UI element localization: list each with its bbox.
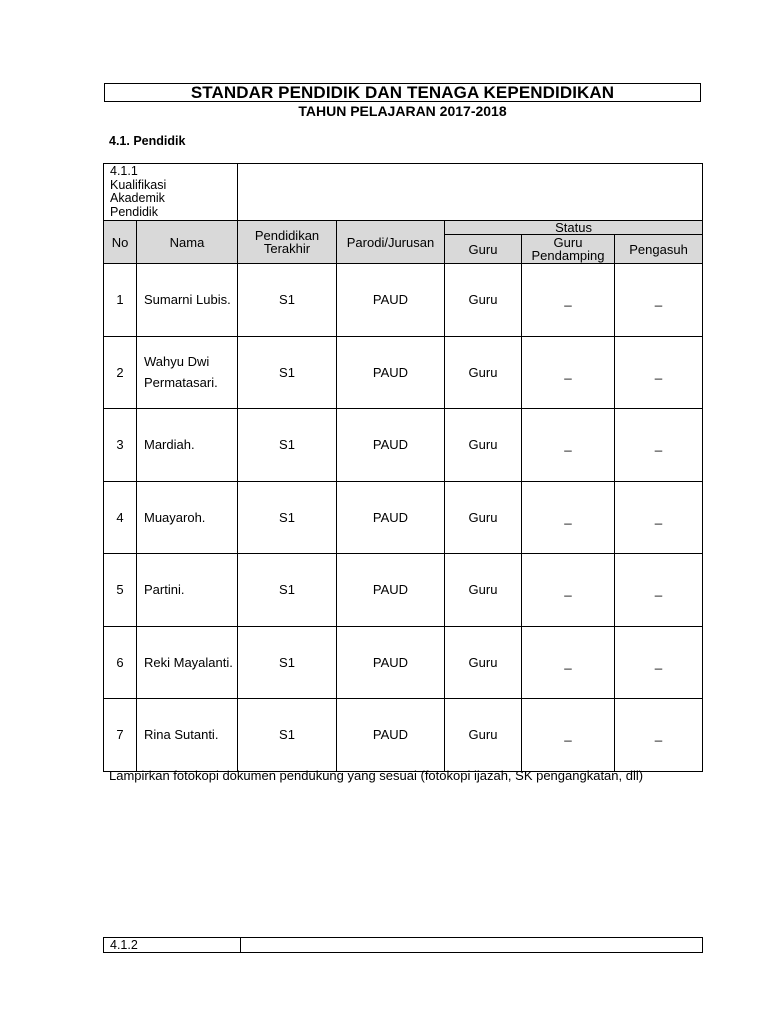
cell-pendidikan: S1 bbox=[238, 409, 337, 482]
cell-no: 6 bbox=[104, 626, 137, 699]
next-section-label: 4.1.2 bbox=[104, 938, 241, 953]
table-row bbox=[104, 264, 703, 337]
cell-pengasuh: _ bbox=[615, 264, 703, 337]
header-guru: Guru bbox=[445, 235, 522, 264]
cell-guru: Guru bbox=[445, 626, 522, 699]
cell-pendidikan: S1 bbox=[238, 336, 337, 409]
next-section-table bbox=[103, 937, 703, 953]
table-row bbox=[104, 554, 703, 627]
header-guru-pendamping bbox=[522, 235, 615, 264]
cell-pengasuh: _ bbox=[615, 699, 703, 772]
attachment-note: Lampirkan fotokopi dokumen pendukung yang sesuai (fotokopi ijazah, SK pengangkatan, dll) bbox=[109, 768, 644, 783]
header-guru-pendamping-line-1: Guru bbox=[553, 235, 583, 250]
cell-guru: Guru bbox=[445, 264, 522, 337]
section-heading: 4.1. Pendidik bbox=[109, 134, 186, 148]
cell-jurusan: PAUD bbox=[337, 626, 445, 699]
next-section-value bbox=[241, 938, 703, 953]
cell-pendidikan: S1 bbox=[238, 699, 337, 772]
cell-pengasuh: _ bbox=[615, 336, 703, 409]
table-row bbox=[104, 699, 703, 772]
kualifikasi-line-1: Kualifikasi bbox=[110, 177, 167, 192]
cell-pengasuh: _ bbox=[615, 481, 703, 554]
header-status: Status bbox=[445, 221, 703, 235]
cell-pendidikan: S1 bbox=[238, 481, 337, 554]
cell-pendidikan: S1 bbox=[238, 264, 337, 337]
cell-no: 1 bbox=[104, 264, 137, 337]
cell-guru-pendamping: _ bbox=[522, 626, 615, 699]
cell-guru: Guru bbox=[445, 336, 522, 409]
cell-nama: Muayaroh. bbox=[137, 481, 238, 554]
cell-guru-pendamping: _ bbox=[522, 409, 615, 482]
cell-jurusan: PAUD bbox=[337, 554, 445, 627]
cell-jurusan: PAUD bbox=[337, 336, 445, 409]
header-no: No bbox=[104, 221, 137, 264]
cell-guru-pendamping: _ bbox=[522, 264, 615, 337]
header-pendidikan-line-2: Terakhir bbox=[263, 241, 311, 256]
cell-no: 3 bbox=[104, 409, 137, 482]
cell-nama: Sumarni Lubis. bbox=[137, 264, 238, 337]
cell-nama: Mardiah. bbox=[137, 409, 238, 482]
document-subtitle: TAHUN PELAJARAN 2017-2018 bbox=[298, 103, 507, 119]
cell-pendidikan: S1 bbox=[238, 554, 337, 627]
cell-guru-pendamping: _ bbox=[522, 336, 615, 409]
table-row bbox=[104, 481, 703, 554]
cell-jurusan: PAUD bbox=[337, 409, 445, 482]
cell-guru-pendamping: _ bbox=[522, 481, 615, 554]
cell-guru: Guru bbox=[445, 699, 522, 772]
cell-nama: Partini. bbox=[137, 554, 238, 627]
cell-nama: Reki Mayalanti. bbox=[137, 626, 238, 699]
cell-jurusan: PAUD bbox=[337, 699, 445, 772]
table-row bbox=[104, 626, 703, 699]
cell-no: 2 bbox=[104, 336, 137, 409]
cell-guru: Guru bbox=[445, 409, 522, 482]
kualifikasi-value-cell bbox=[238, 164, 703, 221]
cell-guru-pendamping: _ bbox=[522, 699, 615, 772]
header-pendidikan bbox=[238, 221, 337, 264]
cell-no: 7 bbox=[104, 699, 137, 772]
header-jurusan: Parodi/Jurusan bbox=[337, 221, 445, 264]
cell-pengasuh: _ bbox=[615, 554, 703, 627]
pendidik-table bbox=[103, 163, 703, 772]
header-guru-pendamping-line-2: Pendamping bbox=[531, 248, 605, 263]
cell-pengasuh: _ bbox=[615, 626, 703, 699]
cell-pengasuh: _ bbox=[615, 409, 703, 482]
cell-guru: Guru bbox=[445, 554, 522, 627]
cell-jurusan: PAUD bbox=[337, 264, 445, 337]
table-row bbox=[104, 336, 703, 409]
table-body bbox=[104, 264, 703, 772]
cell-jurusan: PAUD bbox=[337, 481, 445, 554]
cell-pendidikan: S1 bbox=[238, 626, 337, 699]
header-pengasuh: Pengasuh bbox=[615, 235, 703, 264]
cell-guru-pendamping: _ bbox=[522, 554, 615, 627]
cell-nama: Rina Sutanti. bbox=[137, 699, 238, 772]
header-nama: Nama bbox=[137, 221, 238, 264]
document-title: STANDAR PENDIDIK DAN TENAGA KEPENDIDIKAN bbox=[104, 83, 701, 102]
kualifikasi-line-3: Pendidik bbox=[110, 204, 158, 219]
cell-no: 5 bbox=[104, 554, 137, 627]
table-row bbox=[104, 409, 703, 482]
kualifikasi-number: 4.1.1 bbox=[110, 164, 138, 178]
cell-no: 4 bbox=[104, 481, 137, 554]
kualifikasi-label-cell bbox=[104, 164, 238, 221]
header-pendidikan-line-1: Pendidikan bbox=[254, 228, 320, 243]
cell-guru: Guru bbox=[445, 481, 522, 554]
cell-nama: Wahyu Dwi Permatasari. bbox=[137, 336, 238, 409]
kualifikasi-line-2: Akademik bbox=[110, 191, 165, 205]
